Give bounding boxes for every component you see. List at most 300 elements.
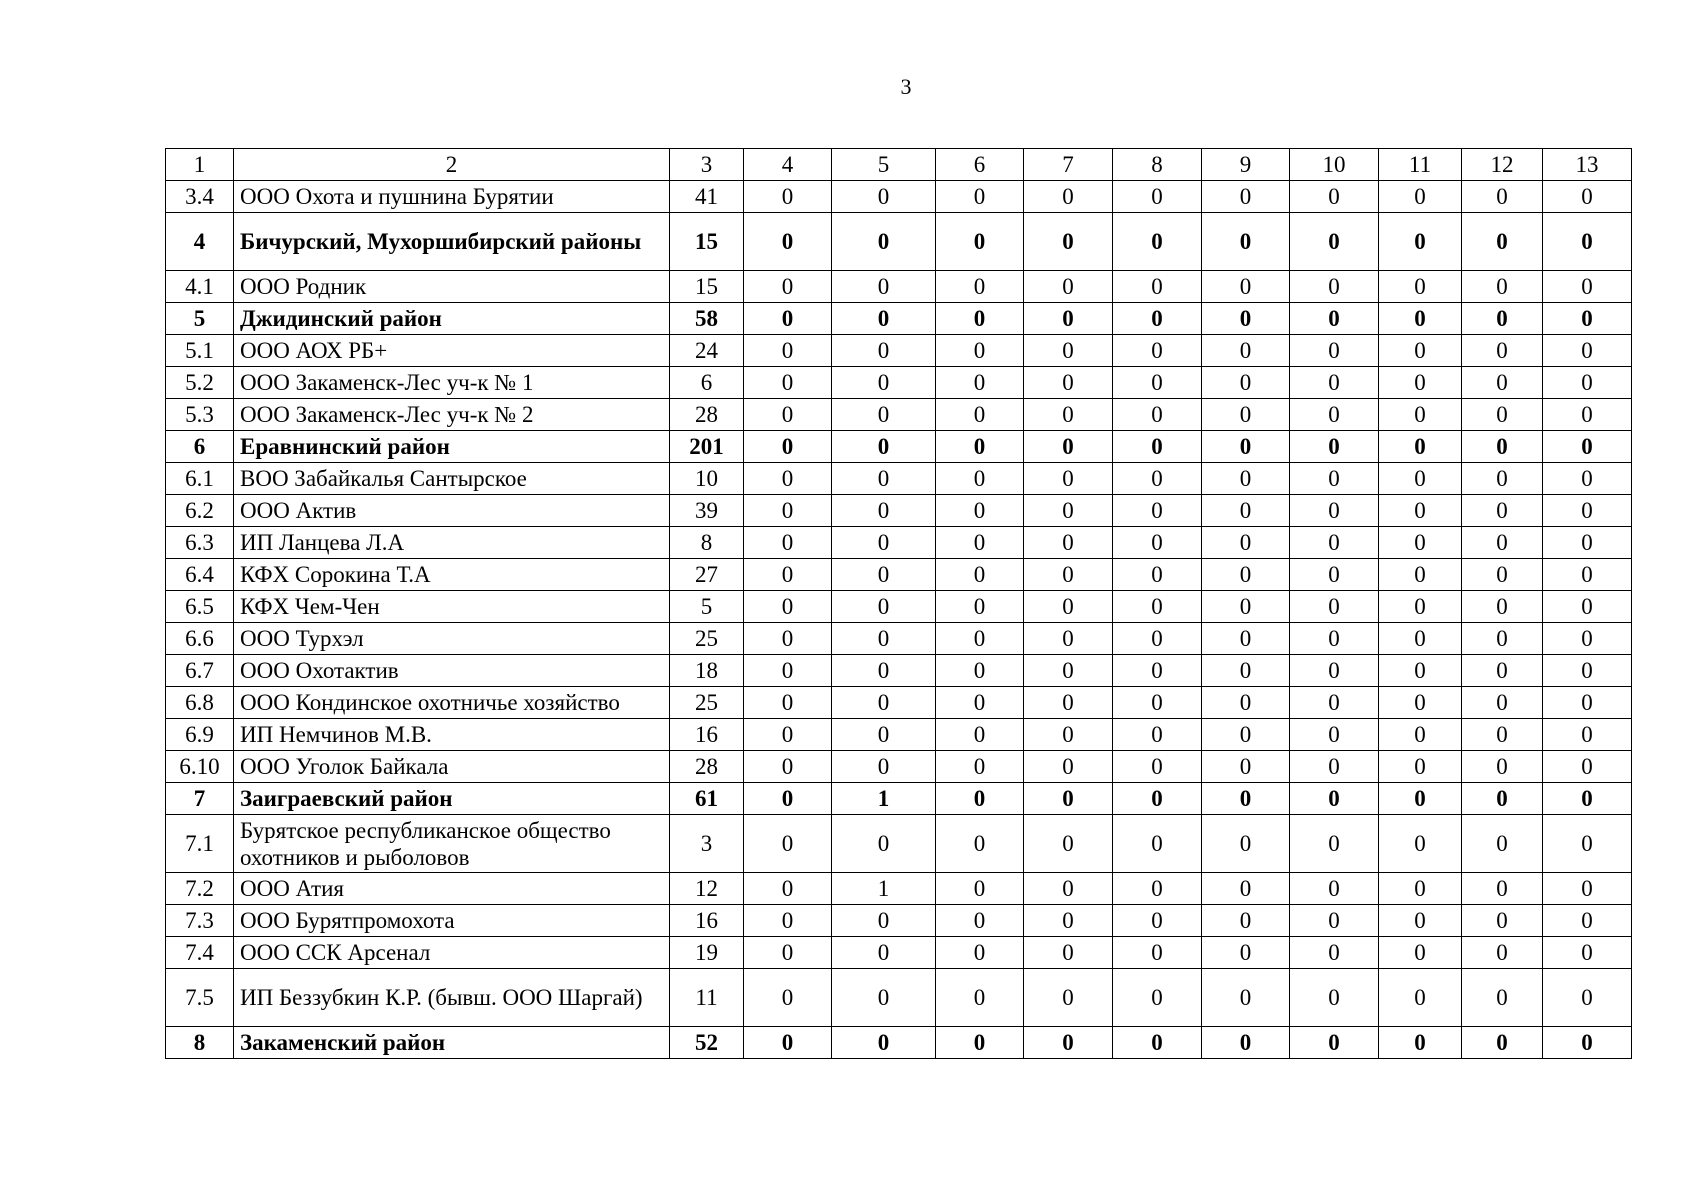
value-cell: 27 [670, 559, 744, 591]
value-cell: 0 [1113, 181, 1202, 213]
value-cell: 0 [1113, 623, 1202, 655]
value-cell: 0 [936, 687, 1024, 719]
value-cell: 0 [744, 271, 832, 303]
organization-name-cell: ООО Уголок Байкала [234, 751, 670, 783]
table-row [166, 623, 1632, 655]
value-cell: 0 [1462, 527, 1543, 559]
organization-name-cell: Заиграевский район [234, 783, 670, 815]
page-number: 3 [900, 74, 912, 99]
table-row [166, 527, 1632, 559]
value-cell: 0 [1379, 969, 1462, 1027]
value-cell: 0 [1113, 527, 1202, 559]
value-cell: 0 [832, 719, 936, 751]
table-row [166, 463, 1632, 495]
table-row [166, 367, 1632, 399]
value-cell: 0 [1543, 815, 1632, 873]
value-cell: 12 [670, 873, 744, 905]
value-cell: 41 [670, 181, 744, 213]
value-cell: 0 [1202, 969, 1290, 1027]
row-number-cell: 7.4 [166, 937, 234, 969]
row-number-cell: 6.6 [166, 623, 234, 655]
value-cell: 0 [1290, 623, 1379, 655]
value-cell: 0 [1462, 873, 1543, 905]
row-number-cell: 7.3 [166, 905, 234, 937]
value-cell: 0 [1113, 969, 1202, 1027]
value-cell: 15 [670, 213, 744, 271]
column-number-cell: 6 [936, 149, 1024, 181]
value-cell: 0 [936, 303, 1024, 335]
value-cell: 0 [1290, 873, 1379, 905]
value-cell: 8 [670, 527, 744, 559]
row-number-cell: 8 [166, 1027, 234, 1059]
value-cell: 0 [1290, 815, 1379, 873]
organization-name-cell: ИП Ланцева Л.А [234, 527, 670, 559]
value-cell: 18 [670, 655, 744, 687]
value-cell: 0 [936, 751, 1024, 783]
value-cell: 0 [936, 431, 1024, 463]
value-cell: 0 [1024, 655, 1113, 687]
value-cell: 0 [1290, 937, 1379, 969]
value-cell: 0 [744, 937, 832, 969]
value-cell: 0 [744, 655, 832, 687]
value-cell: 0 [744, 591, 832, 623]
value-cell: 0 [1543, 783, 1632, 815]
value-cell: 0 [1113, 655, 1202, 687]
organization-name-cell: ООО Охота и пушнина Бурятии [234, 181, 670, 213]
value-cell: 0 [1290, 213, 1379, 271]
value-cell: 15 [670, 271, 744, 303]
value-cell: 0 [1462, 181, 1543, 213]
value-cell: 0 [1290, 495, 1379, 527]
value-cell: 0 [1202, 655, 1290, 687]
row-number-cell: 6.3 [166, 527, 234, 559]
value-cell: 0 [1113, 783, 1202, 815]
column-number-cell: 13 [1543, 149, 1632, 181]
value-cell: 0 [1462, 751, 1543, 783]
value-cell: 0 [832, 303, 936, 335]
value-cell: 0 [1202, 815, 1290, 873]
value-cell: 0 [1379, 751, 1462, 783]
organization-name-cell: ООО ССК Арсенал [234, 937, 670, 969]
value-cell: 0 [1290, 655, 1379, 687]
column-number-cell: 2 [234, 149, 670, 181]
row-number-cell: 7 [166, 783, 234, 815]
value-cell: 1 [832, 783, 936, 815]
value-cell: 0 [1290, 559, 1379, 591]
column-number-cell: 11 [1379, 149, 1462, 181]
column-number-cell: 1 [166, 149, 234, 181]
value-cell: 0 [1113, 303, 1202, 335]
organization-name-cell: ООО Родник [234, 271, 670, 303]
value-cell: 0 [1379, 431, 1462, 463]
value-cell: 0 [936, 937, 1024, 969]
value-cell: 0 [1113, 213, 1202, 271]
value-cell: 0 [1543, 623, 1632, 655]
value-cell: 0 [1024, 905, 1113, 937]
value-cell: 0 [1462, 463, 1543, 495]
value-cell: 0 [1379, 905, 1462, 937]
value-cell: 0 [1024, 623, 1113, 655]
value-cell: 0 [1462, 937, 1543, 969]
organization-name-cell: Еравнинский район [234, 431, 670, 463]
value-cell: 0 [936, 655, 1024, 687]
value-cell: 0 [1290, 367, 1379, 399]
value-cell: 0 [1202, 937, 1290, 969]
organization-name-cell: ООО Кондинское охотничье хозяйство [234, 687, 670, 719]
value-cell: 0 [832, 213, 936, 271]
value-cell: 0 [832, 559, 936, 591]
value-cell: 0 [1024, 271, 1113, 303]
value-cell: 0 [1379, 527, 1462, 559]
value-cell: 0 [1543, 751, 1632, 783]
value-cell: 0 [1379, 623, 1462, 655]
value-cell: 0 [1290, 271, 1379, 303]
value-cell: 19 [670, 937, 744, 969]
value-cell: 0 [1290, 687, 1379, 719]
value-cell: 0 [832, 367, 936, 399]
value-cell: 0 [936, 181, 1024, 213]
value-cell: 0 [936, 271, 1024, 303]
value-cell: 0 [1379, 1027, 1462, 1059]
column-number-cell: 12 [1462, 149, 1543, 181]
value-cell: 0 [1290, 463, 1379, 495]
value-cell: 0 [1113, 367, 1202, 399]
value-cell: 0 [1202, 213, 1290, 271]
value-cell: 0 [936, 719, 1024, 751]
value-cell: 0 [832, 655, 936, 687]
table-row [166, 815, 1632, 873]
value-cell: 0 [1202, 495, 1290, 527]
table-row [166, 271, 1632, 303]
value-cell: 0 [1379, 655, 1462, 687]
value-cell: 0 [936, 969, 1024, 1027]
table-row [166, 905, 1632, 937]
value-cell: 0 [1462, 399, 1543, 431]
value-cell: 0 [1543, 719, 1632, 751]
value-cell: 24 [670, 335, 744, 367]
value-cell: 0 [1462, 655, 1543, 687]
value-cell: 0 [1202, 559, 1290, 591]
organization-name-cell: ИП Беззубкин К.Р. (бывш. ООО Шаргай) [234, 969, 670, 1027]
value-cell: 0 [936, 495, 1024, 527]
value-cell: 0 [832, 905, 936, 937]
table-row [166, 559, 1632, 591]
value-cell: 11 [670, 969, 744, 1027]
value-cell: 52 [670, 1027, 744, 1059]
value-cell: 0 [1202, 181, 1290, 213]
organization-name-cell: КФХ Сорокина Т.А [234, 559, 670, 591]
organization-name-cell: Бурятское республиканское общество охотников и рыболовов [234, 815, 670, 873]
value-cell: 0 [1024, 303, 1113, 335]
value-cell: 0 [744, 559, 832, 591]
organization-name-cell: ИП Немчинов М.В. [234, 719, 670, 751]
value-cell: 0 [744, 873, 832, 905]
district-row [166, 431, 1632, 463]
value-cell: 0 [936, 783, 1024, 815]
value-cell: 0 [1379, 213, 1462, 271]
value-cell: 0 [1202, 527, 1290, 559]
value-cell: 0 [832, 969, 936, 1027]
value-cell: 0 [1024, 815, 1113, 873]
column-number-cell: 5 [832, 149, 936, 181]
value-cell: 0 [1290, 527, 1379, 559]
value-cell: 0 [1543, 181, 1632, 213]
value-cell: 0 [1024, 1027, 1113, 1059]
organization-name-cell: ООО Закаменск-Лес уч-к № 2 [234, 399, 670, 431]
value-cell: 0 [1113, 815, 1202, 873]
row-number-cell: 7.2 [166, 873, 234, 905]
value-cell: 0 [1113, 905, 1202, 937]
value-cell: 0 [832, 815, 936, 873]
table-row [166, 399, 1632, 431]
row-number-cell: 7.1 [166, 815, 234, 873]
value-cell: 0 [1462, 969, 1543, 1027]
value-cell: 0 [1024, 527, 1113, 559]
district-row [166, 1027, 1632, 1059]
organization-name-cell: ООО Закаменск-Лес уч-к № 1 [234, 367, 670, 399]
value-cell: 28 [670, 399, 744, 431]
value-cell: 0 [1462, 905, 1543, 937]
value-cell: 0 [832, 181, 936, 213]
organization-name-cell: ООО Актив [234, 495, 670, 527]
organization-name-cell: ООО Атия [234, 873, 670, 905]
value-cell: 201 [670, 431, 744, 463]
value-cell: 0 [1113, 1027, 1202, 1059]
value-cell: 3 [670, 815, 744, 873]
value-cell: 0 [1202, 271, 1290, 303]
value-cell: 0 [1462, 271, 1543, 303]
value-cell: 0 [1113, 399, 1202, 431]
row-number-cell: 4 [166, 213, 234, 271]
organization-name-cell: ООО Охотактив [234, 655, 670, 687]
table-row [166, 873, 1632, 905]
value-cell: 0 [1379, 687, 1462, 719]
value-cell: 0 [1543, 431, 1632, 463]
value-cell: 0 [936, 399, 1024, 431]
value-cell: 0 [744, 751, 832, 783]
value-cell: 0 [744, 719, 832, 751]
value-cell: 0 [1543, 271, 1632, 303]
value-cell: 0 [1113, 937, 1202, 969]
value-cell: 0 [1290, 591, 1379, 623]
value-cell: 0 [744, 431, 832, 463]
value-cell: 0 [1024, 399, 1113, 431]
value-cell: 6 [670, 367, 744, 399]
value-cell: 0 [1290, 399, 1379, 431]
value-cell: 0 [1024, 969, 1113, 1027]
value-cell: 0 [744, 335, 832, 367]
value-cell: 0 [1202, 623, 1290, 655]
row-number-cell: 6.4 [166, 559, 234, 591]
value-cell: 16 [670, 905, 744, 937]
value-cell: 0 [1462, 495, 1543, 527]
value-cell: 0 [1113, 687, 1202, 719]
value-cell: 0 [1543, 335, 1632, 367]
value-cell: 0 [1462, 719, 1543, 751]
value-cell: 25 [670, 623, 744, 655]
value-cell: 0 [1202, 751, 1290, 783]
value-cell: 61 [670, 783, 744, 815]
table-row [166, 751, 1632, 783]
organization-name-cell: Джидинский район [234, 303, 670, 335]
value-cell: 0 [1290, 905, 1379, 937]
value-cell: 0 [832, 431, 936, 463]
district-row [166, 213, 1632, 271]
value-cell: 0 [1024, 181, 1113, 213]
value-cell: 0 [1024, 751, 1113, 783]
data-table [165, 148, 1632, 1059]
value-cell: 0 [1543, 213, 1632, 271]
value-cell: 0 [1543, 591, 1632, 623]
value-cell: 0 [1113, 719, 1202, 751]
row-number-cell: 5.3 [166, 399, 234, 431]
value-cell: 25 [670, 687, 744, 719]
table-body [166, 149, 1632, 1059]
column-number-cell: 9 [1202, 149, 1290, 181]
value-cell: 10 [670, 463, 744, 495]
value-cell: 0 [744, 905, 832, 937]
value-cell: 0 [1379, 399, 1462, 431]
row-number-cell: 5.2 [166, 367, 234, 399]
value-cell: 0 [936, 623, 1024, 655]
value-cell: 58 [670, 303, 744, 335]
value-cell: 0 [744, 303, 832, 335]
value-cell: 0 [1024, 463, 1113, 495]
value-cell: 1 [832, 873, 936, 905]
row-number-cell: 6.10 [166, 751, 234, 783]
value-cell: 0 [1113, 495, 1202, 527]
value-cell: 0 [936, 335, 1024, 367]
value-cell: 0 [744, 815, 832, 873]
value-cell: 0 [1202, 905, 1290, 937]
row-number-cell: 6.8 [166, 687, 234, 719]
value-cell: 0 [1024, 367, 1113, 399]
value-cell: 0 [1379, 815, 1462, 873]
district-row [166, 783, 1632, 815]
value-cell: 0 [744, 623, 832, 655]
value-cell: 0 [1024, 937, 1113, 969]
value-cell: 0 [1379, 271, 1462, 303]
value-cell: 0 [832, 463, 936, 495]
value-cell: 0 [1379, 367, 1462, 399]
row-number-cell: 6.2 [166, 495, 234, 527]
value-cell: 5 [670, 591, 744, 623]
value-cell: 0 [1462, 335, 1543, 367]
value-cell: 0 [936, 463, 1024, 495]
value-cell: 0 [1024, 431, 1113, 463]
table-row [166, 969, 1632, 1027]
value-cell: 0 [832, 335, 936, 367]
value-cell: 28 [670, 751, 744, 783]
organization-name-cell: ООО Бурятпромохота [234, 905, 670, 937]
row-number-cell: 6.9 [166, 719, 234, 751]
value-cell: 0 [1202, 431, 1290, 463]
value-cell: 0 [1290, 969, 1379, 1027]
value-cell: 0 [1290, 1027, 1379, 1059]
value-cell: 0 [1462, 687, 1543, 719]
value-cell: 0 [1462, 213, 1543, 271]
value-cell: 0 [936, 1027, 1024, 1059]
value-cell: 0 [1379, 591, 1462, 623]
value-cell: 0 [1543, 937, 1632, 969]
value-cell: 0 [744, 783, 832, 815]
row-number-cell: 6.5 [166, 591, 234, 623]
row-number-cell: 7.5 [166, 969, 234, 1027]
value-cell: 0 [936, 213, 1024, 271]
value-cell: 0 [1202, 719, 1290, 751]
district-row [166, 303, 1632, 335]
value-cell: 0 [1462, 591, 1543, 623]
value-cell: 0 [832, 495, 936, 527]
value-cell: 0 [744, 527, 832, 559]
value-cell: 0 [1379, 559, 1462, 591]
organization-name-cell: ООО Турхэл [234, 623, 670, 655]
value-cell: 0 [1543, 873, 1632, 905]
organization-name-cell: Бичурский, Мухоршибирский районы [234, 213, 670, 271]
value-cell: 0 [1290, 719, 1379, 751]
value-cell: 0 [744, 213, 832, 271]
row-number-cell: 4.1 [166, 271, 234, 303]
value-cell: 0 [832, 687, 936, 719]
value-cell: 0 [832, 271, 936, 303]
value-cell: 0 [1379, 937, 1462, 969]
value-cell: 0 [1543, 495, 1632, 527]
value-cell: 0 [1113, 873, 1202, 905]
column-number-row [166, 149, 1632, 181]
value-cell: 0 [744, 969, 832, 1027]
value-cell: 0 [744, 495, 832, 527]
organization-name-cell: ВОО Забайкалья Сантырское [234, 463, 670, 495]
value-cell: 0 [1462, 623, 1543, 655]
value-cell: 0 [1202, 367, 1290, 399]
value-cell: 0 [1290, 431, 1379, 463]
value-cell: 0 [1024, 591, 1113, 623]
value-cell: 0 [1202, 303, 1290, 335]
organization-name-cell: ООО АОХ РБ+ [234, 335, 670, 367]
value-cell: 0 [1202, 783, 1290, 815]
value-cell: 0 [1543, 303, 1632, 335]
value-cell: 0 [1113, 559, 1202, 591]
row-number-cell: 3.4 [166, 181, 234, 213]
value-cell: 0 [1202, 1027, 1290, 1059]
value-cell: 0 [1462, 783, 1543, 815]
value-cell: 0 [1462, 431, 1543, 463]
value-cell: 0 [1543, 687, 1632, 719]
value-cell: 0 [1202, 399, 1290, 431]
value-cell: 0 [1113, 431, 1202, 463]
table-row [166, 719, 1632, 751]
value-cell: 0 [1379, 719, 1462, 751]
value-cell: 0 [1543, 969, 1632, 1027]
value-cell: 0 [936, 559, 1024, 591]
value-cell: 0 [1113, 463, 1202, 495]
value-cell: 0 [832, 937, 936, 969]
value-cell: 0 [1543, 463, 1632, 495]
value-cell: 0 [1290, 335, 1379, 367]
column-number-cell: 7 [1024, 149, 1113, 181]
value-cell: 0 [936, 905, 1024, 937]
value-cell: 0 [936, 367, 1024, 399]
value-cell: 0 [832, 751, 936, 783]
value-cell: 0 [1202, 687, 1290, 719]
value-cell: 0 [936, 527, 1024, 559]
value-cell: 0 [1113, 335, 1202, 367]
value-cell: 0 [1379, 463, 1462, 495]
value-cell: 0 [1202, 463, 1290, 495]
value-cell: 0 [1462, 1027, 1543, 1059]
table-row [166, 591, 1632, 623]
table-row [166, 335, 1632, 367]
